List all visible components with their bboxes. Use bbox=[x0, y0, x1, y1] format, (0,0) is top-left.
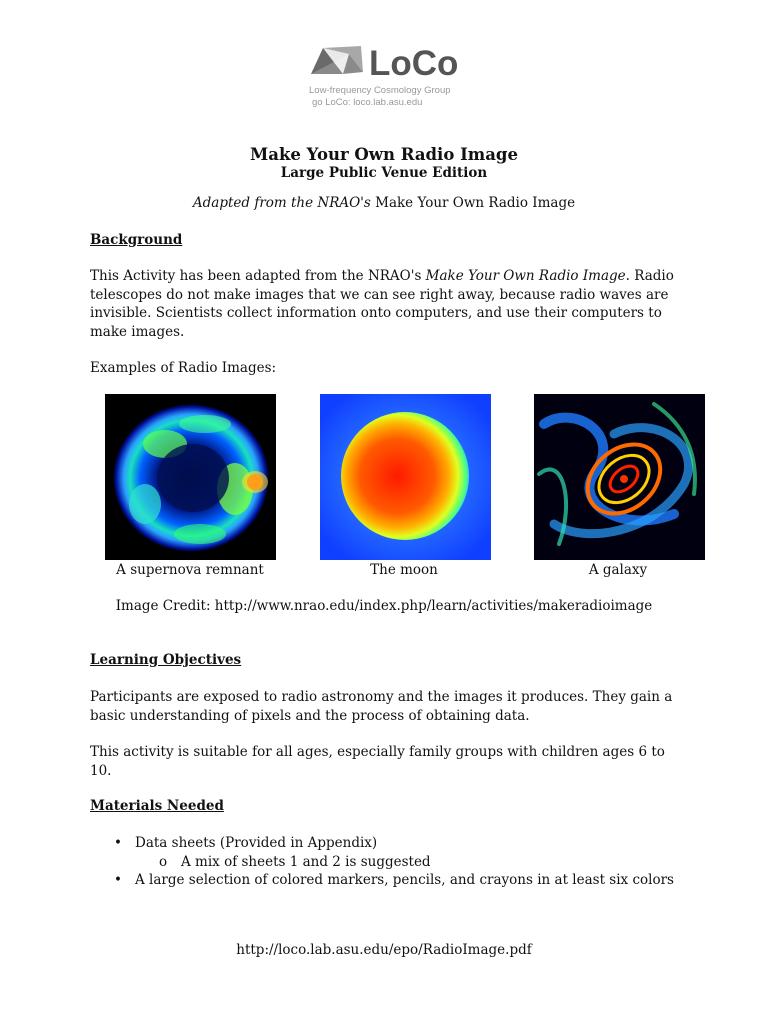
adapted-note-title: Make Your Own Radio Image bbox=[375, 195, 576, 211]
background-heading: Background bbox=[90, 232, 183, 248]
background-text-2: . Radio telescopes do not make images that we can see right away, because radio waves are invisible. Scientists collect information onto computers, and use their computers to make images. bbox=[90, 268, 674, 340]
materials-heading: Materials Needed bbox=[90, 798, 224, 814]
materials-item-1: Data sheets (Provided in Appendix) bbox=[135, 835, 378, 851]
footer-url[interactable]: http://loco.lab.asu.edu/epo/RadioImage.pdf bbox=[236, 942, 532, 958]
list-item bbox=[114, 853, 694, 872]
logo-link[interactable]: go LoCo: loco.lab.asu.edu bbox=[312, 97, 423, 108]
loco-logo bbox=[309, 44, 469, 110]
logo-tagline: Low-frequency Cosmology Group bbox=[309, 85, 451, 96]
sub-bullet-icon: o bbox=[159, 853, 168, 870]
adapted-note bbox=[0, 195, 768, 211]
adapted-note-italic: Adapted from the NRAO's bbox=[192, 195, 371, 211]
learning-paragraph-1: Participants are exposed to radio astronomy and the images it produces. They gain a basic understanding of pixels and the process of obtaining data. bbox=[90, 689, 673, 724]
moon-caption: The moon bbox=[370, 562, 438, 578]
page-subtitle: Large Public Venue Edition bbox=[280, 165, 488, 181]
image-credit[interactable]: Image Credit: http://www.nrao.edu/index.php/learn/activities/makeradioimage bbox=[115, 598, 653, 614]
galaxy-caption: A galaxy bbox=[588, 562, 648, 578]
learning-objectives-heading: Learning Objectives bbox=[90, 652, 242, 668]
page-title: Make Your Own Radio Image bbox=[250, 145, 518, 164]
examples-label: Examples of Radio Images: bbox=[90, 360, 277, 376]
materials-item-1-sub: A mix of sheets 1 and 2 is suggested bbox=[181, 853, 431, 870]
list-item bbox=[114, 834, 694, 853]
background-text-1: This Activity has been adapted from the NRAO's bbox=[90, 268, 426, 284]
moon-image bbox=[320, 394, 491, 560]
galaxy-image bbox=[534, 394, 705, 560]
background-paragraph bbox=[90, 267, 690, 341]
learning-paragraph-2: This activity is suitable for all ages, especially family groups with children ages 6 to 10. bbox=[90, 744, 665, 779]
bullet-icon: • bbox=[114, 872, 122, 888]
bullet-icon: • bbox=[114, 835, 122, 851]
supernova-remnant-image bbox=[105, 394, 276, 560]
supernova-caption: A supernova remnant bbox=[116, 562, 264, 578]
materials-item-2: A large selection of colored markers, pencils, and crayons in at least six colors bbox=[135, 872, 674, 888]
materials-list bbox=[114, 834, 694, 890]
logo-wordmark: LoCo bbox=[369, 44, 459, 83]
loco-logo-mark-icon bbox=[309, 46, 365, 76]
list-item bbox=[114, 871, 694, 890]
background-text-italic: Make Your Own Radio Image bbox=[425, 268, 626, 284]
